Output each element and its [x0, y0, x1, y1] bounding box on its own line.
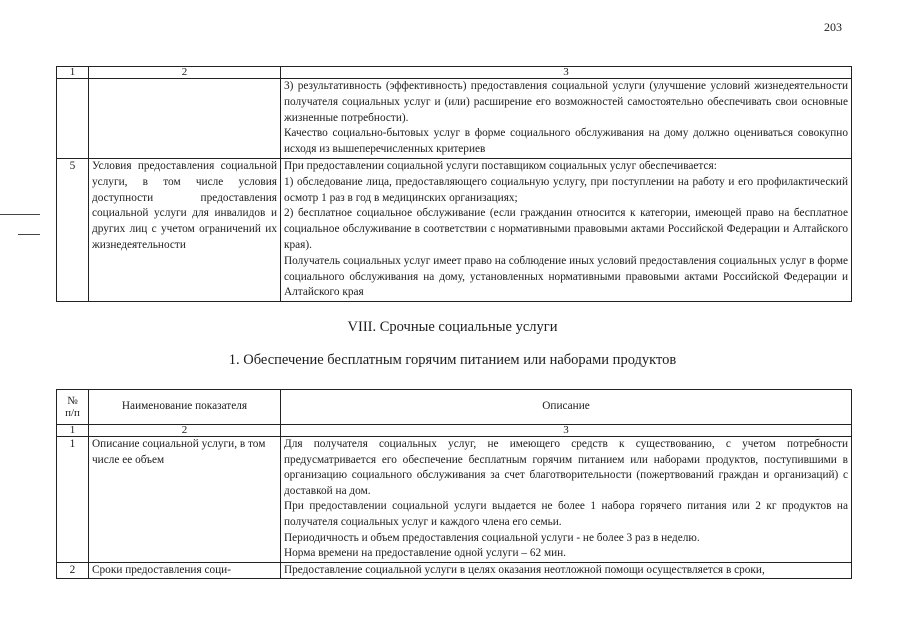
column-header-description: Описание — [281, 390, 852, 425]
page-number: 203 — [824, 20, 842, 34]
header-number-line: п/п — [65, 407, 80, 419]
paragraph: Получатель социальных услуг имеет право на соблюдение иных условий предоставления социальных услуг в форме социального обслуживания на дому, установленных нормативными правовыми актами Российской Федерации и Алтайского края — [284, 254, 848, 299]
index-cell: 3 — [281, 67, 852, 79]
row-name: Описание социальной услуги, в том числе ее объем — [89, 437, 281, 563]
column-header-name: Наименование показателя — [89, 390, 281, 425]
paragraph: 2) бесплатное социальное обслуживание (если гражданин относится к категории, имеющей право на бесплатное социальное обслуживание в соответствии с нормативными правовыми актами Российской Федерации и Алтайского края). — [284, 207, 848, 251]
row-name: Условия предоставления социальной услуги, в том числе условия доступности предоставления социальной услуги для инвалидов и других лиц с учетом ограничений их жизнедеятельности — [89, 158, 281, 301]
row-number: 2 — [57, 562, 89, 579]
section-heading: VIII. Срочные социальные услуги — [347, 319, 558, 335]
paragraph: Качество социально-бытовых услуг в форме социального обслуживания на дому должно оцениваться совокупно исходя из вышеперечисленных критериев — [284, 127, 848, 156]
table-row — [57, 562, 852, 579]
table-row — [57, 79, 852, 159]
table-index-row — [57, 425, 852, 437]
subsection-heading: 1. Обеспечение бесплатным горячим питанием или наборами продуктов — [228, 352, 677, 368]
service-table — [56, 389, 852, 579]
table-row — [57, 437, 852, 563]
row-description — [281, 437, 852, 563]
row-number: 1 — [57, 437, 89, 563]
paragraph: Периодичность и объем предоставления социальной услуги - не более 3 раз в неделю. — [284, 531, 700, 544]
paragraph: 1) обследование лица, предоставляющего социальную услугу, при поступлении на работу и его профилактический осмотр 1 раз в год в медицинских организациях; — [284, 175, 848, 204]
scan-mark — [0, 214, 40, 215]
row-description — [281, 158, 852, 301]
paragraph: При предоставлении социальной услуги поставщиком социальных услуг обеспечивается: — [284, 159, 717, 172]
paragraph: Норма времени на предоставление одной услуги – 62 мин. — [284, 547, 567, 560]
row-name: Сроки предоставления соци- — [89, 562, 281, 579]
header-number-line: № — [67, 395, 78, 407]
scan-mark — [18, 234, 40, 235]
table-index-row — [57, 67, 852, 79]
index-cell: 2 — [89, 425, 281, 437]
index-cell: 1 — [57, 425, 89, 437]
index-cell: 2 — [89, 67, 281, 79]
row-description — [281, 79, 852, 159]
index-cell: 3 — [281, 425, 852, 437]
paragraph: Для получателя социальных услуг, не имеющего средств к существованию, с учетом потребности предусматривается его обеспечение бесплатным горячим питанием или наборами продуктов, поступившими в организацию социального обслуживания за счет благотворительности (пожертвований граждан и организаций) с доставкой на дом. — [284, 438, 848, 497]
index-cell: 1 — [57, 67, 89, 79]
row-number: 5 — [57, 158, 89, 301]
table-header-row — [57, 390, 852, 425]
criteria-table — [56, 66, 852, 302]
paragraph: 3) результативность (эффективность) предоставления социальной услуги (улучшение условий жизнедеятельности получателя социальных услуг и (или) расширение его возможностей самостоятельно обеспечивать свои основные жизненные потребности). — [284, 80, 848, 124]
table-row — [57, 158, 852, 301]
paragraph: При предоставлении социальной услуги выдается не более 1 набора горячего питания или 2 кг продуктов на получателя социальных услуг и каждого члена его семьи. — [284, 500, 848, 528]
column-header-number — [57, 390, 89, 425]
row-name — [89, 79, 281, 159]
row-number — [57, 79, 89, 159]
row-description: Предоставление социальной услуги в целях оказания неотложной помощи осуществляется в сроки, — [281, 562, 852, 579]
